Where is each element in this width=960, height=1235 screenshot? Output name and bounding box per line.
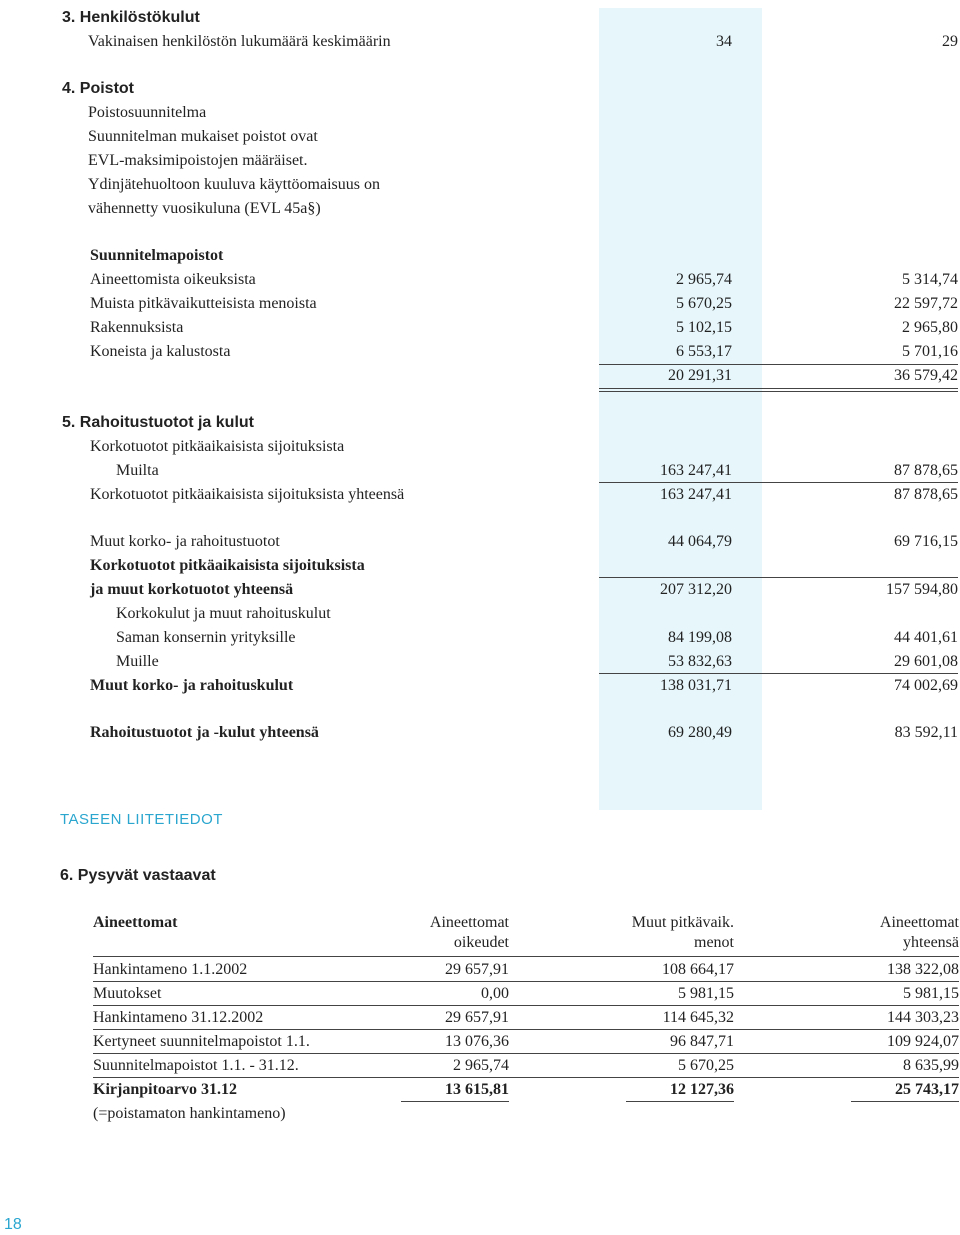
row-label: Muilta xyxy=(116,462,159,479)
rule xyxy=(599,673,958,674)
table-header: Muut pitkävaik. xyxy=(631,914,734,931)
text-line: Poistosuunnitelma xyxy=(88,104,207,121)
row-value-previous: 29 601,08 xyxy=(894,653,958,670)
table-cell: 114 645,32 xyxy=(662,1009,734,1026)
row-value-current: 84 199,08 xyxy=(668,629,732,646)
table-total-cell: 25 743,17 xyxy=(895,1081,959,1098)
row-value-previous: 69 716,15 xyxy=(894,533,958,550)
table-cell: 144 303,23 xyxy=(887,1009,959,1026)
table-header: menot xyxy=(694,934,734,951)
row-value-current: 5 102,15 xyxy=(676,319,732,336)
row-label: Rakennuksista xyxy=(90,319,184,336)
rule xyxy=(93,1029,959,1030)
section-4-heading: 4. Poistot xyxy=(62,80,135,97)
row-value-previous: 74 002,69 xyxy=(894,677,958,694)
double-rule xyxy=(599,388,958,392)
rule xyxy=(851,1101,959,1102)
row-label: Korkokulut ja muut rahoituskulut xyxy=(116,605,331,622)
table-cell: 13 076,36 xyxy=(445,1033,509,1050)
table-row-label: Suunnitelmapoistot 1.1. - 31.12. xyxy=(93,1057,299,1074)
table-cell: 108 664,17 xyxy=(662,961,734,978)
table-cell: 5 981,15 xyxy=(903,985,959,1002)
table-cell: 29 657,91 xyxy=(445,961,509,978)
row-label: Muille xyxy=(116,653,159,670)
text-line: EVL-maksimipoistojen määräiset. xyxy=(88,152,308,169)
depreciation-total-current: 20 291,31 xyxy=(668,367,732,384)
depreciation-total-previous: 36 579,42 xyxy=(894,367,958,384)
table-header: Aineettomat xyxy=(93,914,178,931)
table-total-label: Kirjanpitoarvo 31.12 xyxy=(93,1081,237,1098)
row-label: Muista pitkävaikutteisista menoista xyxy=(90,295,317,312)
row-value-current: 2 965,74 xyxy=(676,271,732,288)
table-header: Aineettomat xyxy=(429,914,509,931)
row-value-previous: 5 701,16 xyxy=(902,343,958,360)
table-cell: 29 657,91 xyxy=(445,1009,509,1026)
row-value-previous: 87 878,65 xyxy=(894,486,958,503)
table-header: Aineettomat xyxy=(879,914,959,931)
rule xyxy=(599,364,958,365)
rule xyxy=(599,482,958,483)
row-label: Koneista ja kalustosta xyxy=(90,343,231,360)
table-row-label: Muutokset xyxy=(93,985,162,1002)
row-value-current: 138 031,71 xyxy=(660,677,732,694)
table-row-label: Hankintameno 31.12.2002 xyxy=(93,1009,264,1026)
table-cell: 5 670,25 xyxy=(678,1057,734,1074)
table-header: oikeudet xyxy=(453,934,509,951)
row-label: Muut korko- ja rahoituskulut xyxy=(90,677,294,694)
row-label: Korkotuotot pitkäaikaisista sijoituksista yhteensä xyxy=(90,486,405,503)
table-total-cell: 12 127,36 xyxy=(670,1081,734,1098)
row-value-previous: 22 597,72 xyxy=(894,295,958,312)
row-label: Aineettomista oikeuksista xyxy=(90,271,256,288)
row-value-previous: 44 401,61 xyxy=(894,629,958,646)
text-line: vähennetty vuosikuluna (EVL 45a§) xyxy=(88,200,321,217)
table-cell: 5 981,15 xyxy=(678,985,734,1002)
text-line: Suunnitelman mukaiset poistot ovat xyxy=(88,128,318,145)
staff-count-previous: 29 xyxy=(942,33,958,50)
row-value-current: 163 247,41 xyxy=(660,462,732,479)
table-cell: 96 847,71 xyxy=(670,1033,734,1050)
row-value-current: 6 553,17 xyxy=(676,343,732,360)
rule xyxy=(93,1005,959,1006)
row-label: Saman konsernin yrityksille xyxy=(116,629,296,646)
table-cell: 2 965,74 xyxy=(453,1057,509,1074)
row-value-previous: 83 592,11 xyxy=(894,724,958,741)
table-row-label: Hankintameno 1.1.2002 xyxy=(93,961,248,978)
page-number: 18 xyxy=(4,1216,22,1233)
rule xyxy=(93,1077,959,1078)
row-value-previous: 5 314,74 xyxy=(902,271,958,288)
table-note: (=poistamaton hankintameno) xyxy=(93,1105,286,1122)
rule xyxy=(626,1101,734,1102)
table-cell: 109 924,07 xyxy=(887,1033,959,1050)
depreciation-subheading: Suunnitelmapoistot xyxy=(90,247,224,264)
row-value-current: 163 247,41 xyxy=(660,486,732,503)
row-value-previous: 2 965,80 xyxy=(902,319,958,336)
row-value-current: 69 280,49 xyxy=(668,724,732,741)
staff-count-current: 34 xyxy=(716,33,732,50)
section-6-heading: 6. Pysyvät vastaavat xyxy=(60,867,216,884)
row-label: Rahoitustuotot ja -kulut yhteensä xyxy=(90,724,319,741)
rule xyxy=(599,577,958,578)
row-value-current: 53 832,63 xyxy=(668,653,732,670)
row-value-current: 44 064,79 xyxy=(668,533,732,550)
section-3-heading: 3. Henkilöstökulut xyxy=(62,9,200,26)
table-total-cell: 13 615,81 xyxy=(445,1081,509,1098)
table-header: yhteensä xyxy=(903,934,959,951)
section-5-heading: 5. Rahoitustuotot ja kulut xyxy=(62,414,254,431)
table-cell: 8 635,99 xyxy=(903,1057,959,1074)
table-cell: 0,00 xyxy=(481,985,509,1002)
row-label: ja muut korkotuotot yhteensä xyxy=(90,581,294,598)
rule xyxy=(93,956,959,957)
row-label: Muut korko- ja rahoitustuotot xyxy=(90,533,280,550)
table-row-label: Kertyneet suunnitelmapoistot 1.1. xyxy=(93,1033,310,1050)
rule xyxy=(93,981,959,982)
row-value-current: 207 312,20 xyxy=(660,581,732,598)
row-label: Korkotuotot pitkäaikaisista sijoituksista xyxy=(90,557,365,574)
staff-count-label: Vakinaisen henkilöstön lukumäärä keskimäärin xyxy=(88,33,391,50)
row-value-previous: 157 594,80 xyxy=(886,581,958,598)
row-label: Korkotuotot pitkäaikaisista sijoituksista xyxy=(90,438,345,455)
text-line: Ydinjätehuoltoon kuuluva käyttöomaisuus on xyxy=(88,176,380,193)
rule xyxy=(93,1053,959,1054)
table-cell: 138 322,08 xyxy=(887,961,959,978)
row-value-current: 5 670,25 xyxy=(676,295,732,312)
row-value-previous: 87 878,65 xyxy=(894,462,958,479)
section-title: TASEEN LIITETIEDOT xyxy=(60,811,223,828)
rule xyxy=(401,1101,509,1102)
